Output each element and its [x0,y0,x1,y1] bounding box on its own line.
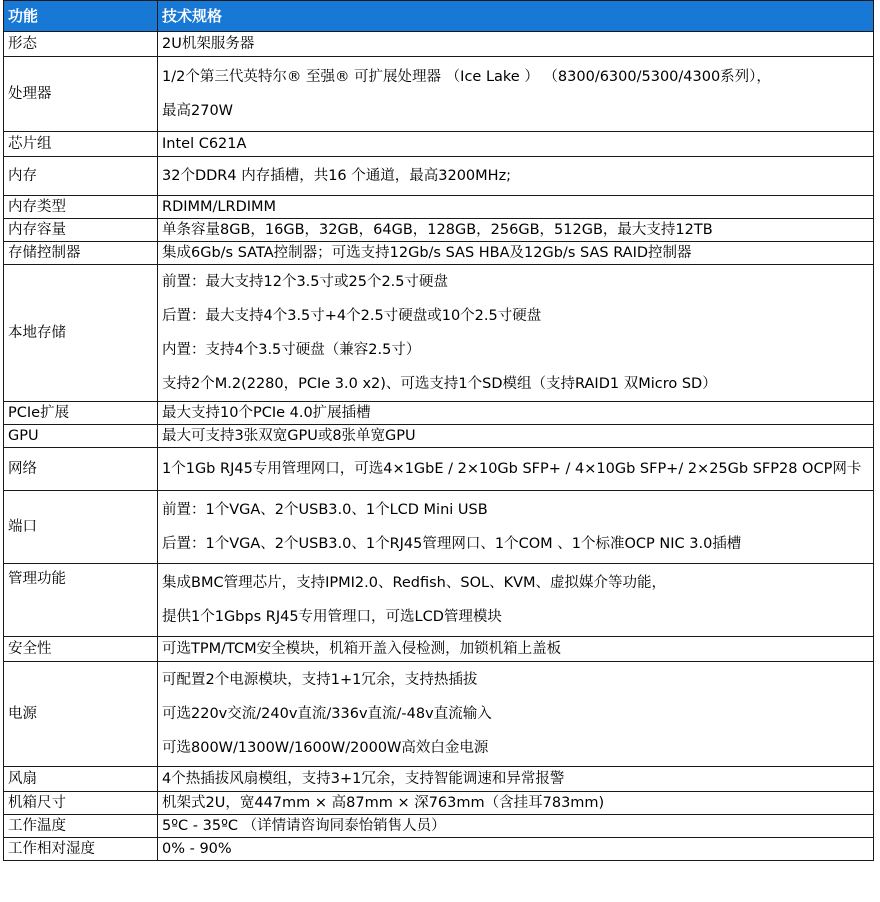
row-value [158,132,874,157]
table-row [4,448,874,491]
spec-table [3,0,874,861]
table-row [4,402,874,425]
row-value [158,838,874,861]
table-row [4,57,874,132]
header-row [4,1,874,32]
value-line: 集成6Gb/s SATA控制器；可选支持12Gb/s SAS HBA及12Gb/s SAS RAID控制器 [162,245,692,261]
table-row [4,838,874,861]
table-header [4,1,874,32]
row-value [158,219,874,242]
row-value [158,637,874,662]
value-line: 前置：1个VGA、2个USB3.0、1个LCD Mini USB [162,502,488,518]
row-label: 机箱尺寸 [4,792,158,815]
value-line: 后置：最大支持4个3.5寸+4个2.5寸硬盘或10个2.5寸硬盘 [162,308,542,324]
value-line: 支持2个M.2(2280，PCIe 3.0 x2)、可选支持1个SD模组（支持RAID1 双Micro SD） [162,376,717,392]
row-label: PCIe扩展 [4,402,158,425]
value-line: 内置：支持4个3.5寸硬盘（兼容2.5寸） [162,342,421,358]
value-line: 32个DDR4 内存插槽，共16 个通道，最高3200MHz; [162,168,512,184]
value-line: 5ºC - 35ºC （详情请咨询同泰怡销售人员） [162,818,446,834]
row-label: 芯片组 [4,132,158,157]
table-body [4,32,874,861]
value-line: 机架式2U，宽447mm × 高87mm × 深763mm（含挂耳783mm) [162,795,605,811]
row-label: 网络 [4,448,158,491]
row-value [158,196,874,219]
value-line: 最大支持10个PCIe 4.0扩展插槽 [162,405,371,421]
table-row [4,662,874,767]
table-row [4,564,874,637]
value-line: 前置：最大支持12个3.5寸或25个2.5寸硬盘 [162,274,449,290]
table-row [4,815,874,838]
table-row [4,637,874,662]
table-row [4,219,874,242]
row-label: 电源 [4,662,158,767]
header-feature: 功能 [4,1,158,32]
value-line: 4个热插拔风扇模组，支持3+1冗余，支持智能调速和异常报警 [162,771,565,787]
value-line: 可选800W/1300W/1600W/2000W高效白金电源 [162,740,489,756]
row-label: 内存 [4,157,158,196]
row-label: 工作相对湿度 [4,838,158,861]
row-label: 处理器 [4,57,158,132]
row-value [158,425,874,448]
value-line: 最大可支持3张双宽GPU或8张单宽GPU [162,428,416,444]
value-line: 后置：1个VGA、2个USB3.0、1个RJ45管理网口、1个COM 、1个标准OCP NIC 3.0插槽 [162,536,742,552]
table-row [4,265,874,402]
value-line: 最高270W [162,103,234,119]
row-label: 内存容量 [4,219,158,242]
value-line: RDIMM/LRDIMM [162,199,277,215]
row-value [158,265,874,402]
row-label: 形态 [4,32,158,57]
row-value [158,242,874,265]
row-value [158,662,874,767]
value-line: 可选220v交流/240v直流/336v直流/-48v直流输入 [162,706,492,722]
value-line: 1/2个第三代英特尔® 至强® 可扩展处理器 （Ice Lake ） （8300/6300/5300/4300系列）， [162,69,771,85]
value-line: 2U机架服务器 [162,36,255,52]
row-value [158,448,874,491]
row-label: 本地存储 [4,265,158,402]
row-value [158,32,874,57]
table-row [4,767,874,792]
row-value [158,157,874,196]
row-label: 端口 [4,491,158,564]
row-value [158,767,874,792]
row-value [158,402,874,425]
row-label: GPU [4,425,158,448]
row-value [158,815,874,838]
value-line: 集成BMC管理芯片，支持IPMI2.0、Redfish、SOL、KVM、虚拟媒介等功能， [162,575,667,591]
value-line: 提供1个1Gbps RJ45专用管理口，可选LCD管理模块 [162,609,502,625]
row-label: 内存类型 [4,196,158,219]
value-line: 单条容量8GB，16GB，32GB，64GB，128GB，256GB，512GB，最大支持12TB [162,222,713,238]
value-line: 0% - 90% [162,841,232,857]
table-row [4,491,874,564]
row-value [158,491,874,564]
value-line: 可配置2个电源模块，支持1+1冗余，支持热插拔 [162,672,478,688]
table-row [4,242,874,265]
row-value [158,564,874,637]
table-row [4,425,874,448]
row-label: 安全性 [4,637,158,662]
table-row [4,157,874,196]
row-label: 工作温度 [4,815,158,838]
table-row [4,792,874,815]
value-line: Intel C621A [162,136,247,152]
row-value [158,792,874,815]
table-row [4,196,874,219]
value-line: 可选TPM/TCM安全模块，机箱开盖入侵检测，加锁机箱上盖板 [162,641,562,657]
table-row [4,32,874,57]
row-label: 管理功能 [4,564,158,637]
row-value [158,57,874,132]
table-row [4,132,874,157]
value-line: 1个1Gb RJ45专用管理网口，可选4×1GbE / 2×10Gb SFP+ / 4×10Gb SFP+/ 2×25Gb SFP28 OCP网卡 [162,461,862,477]
header-spec: 技术规格 [158,1,874,32]
row-label: 风扇 [4,767,158,792]
row-label: 存储控制器 [4,242,158,265]
